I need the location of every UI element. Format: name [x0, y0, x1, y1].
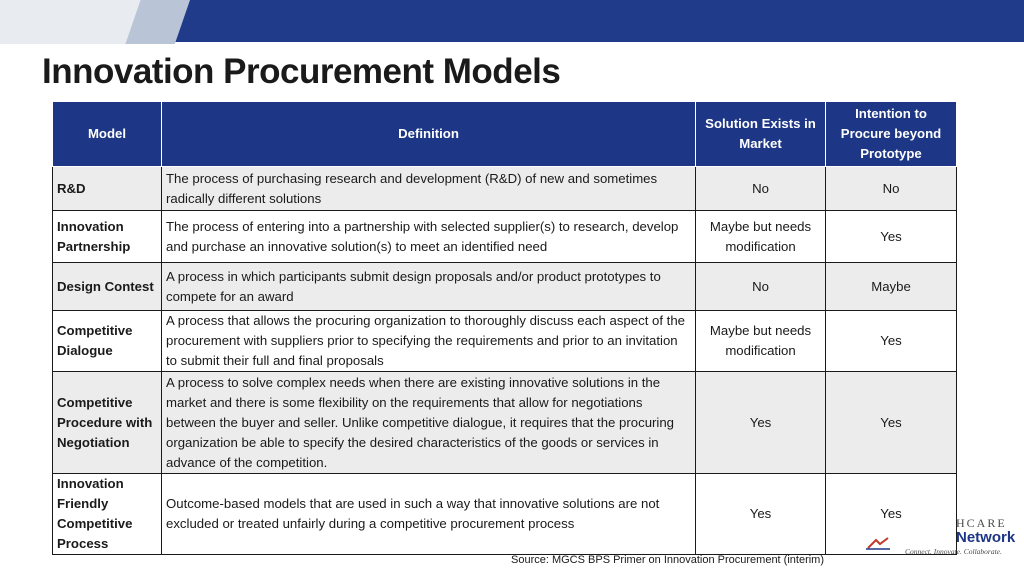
- top-banner: [0, 0, 1024, 44]
- logo-name: Network: [956, 529, 1016, 546]
- network-logo: [900, 512, 1024, 562]
- header-definition: Definition: [162, 102, 696, 167]
- table-row: [53, 211, 957, 263]
- logo-top-text: HCARE: [956, 516, 1007, 530]
- logo-mark-icon: [866, 536, 890, 550]
- definition-cell: The process of entering into a partnership with selected supplier(s) to research, develop and purchase an innovative solution(s) to meet an identified need: [162, 211, 696, 263]
- slide-title: Innovation Procurement Models: [42, 52, 561, 91]
- intention-cell: No: [826, 167, 957, 211]
- table-row: [53, 311, 957, 372]
- model-cell: Competitive Procedure with Negotiation: [53, 372, 162, 474]
- header-intention: Intention to Procure beyond Prototype: [826, 102, 957, 167]
- source-note: Source: MGCS BPS Primer on Innovation Procurement (interim): [511, 554, 825, 566]
- definition-cell: A process that allows the procuring organization to thoroughly discuss each aspect of the procurement with suppliers prior to specifying the requirements and prior to an invitation to submit their full and final proposals: [162, 311, 696, 372]
- header-model: Model: [53, 102, 162, 167]
- table-row: [53, 474, 957, 555]
- definition-cell: Outcome-based models that are used in such a way that innovative solutions are not excluded or treated unfairly during a competitive procurement process: [162, 474, 696, 555]
- model-cell: R&D: [53, 167, 162, 211]
- model-cell: Innovation Friendly Competitive Process: [53, 474, 162, 555]
- definition-cell: The process of purchasing research and development (R&D) of new and sometimes radically different solutions: [162, 167, 696, 211]
- table-row: [53, 263, 957, 311]
- model-cell: Innovation Partnership: [53, 211, 162, 263]
- table-row: [53, 167, 957, 211]
- table-row: [53, 372, 957, 474]
- intention-cell: Yes: [826, 211, 957, 263]
- solution-exists-cell: Yes: [696, 372, 826, 474]
- intention-cell: Maybe: [826, 263, 957, 311]
- solution-exists-cell: Yes: [696, 474, 826, 555]
- solution-exists-cell: No: [696, 263, 826, 311]
- procurement-models-table: [52, 101, 957, 555]
- solution-exists-cell: Maybe but needs modification: [696, 211, 826, 263]
- table-header-row: [53, 102, 957, 167]
- definition-cell: A process in which participants submit design proposals and/or product prototypes to compete for an award: [162, 263, 696, 311]
- model-cell: Design Contest: [53, 263, 162, 311]
- intention-cell: Yes: [826, 372, 957, 474]
- header-solution-exists: Solution Exists in Market: [696, 102, 826, 167]
- solution-exists-cell: Maybe but needs modification: [696, 311, 826, 372]
- intention-cell: Yes: [826, 311, 957, 372]
- model-cell: Competitive Dialogue: [53, 311, 162, 372]
- logo-tagline: Connect. Innovate. Collaborate.: [905, 547, 1002, 556]
- solution-exists-cell: No: [696, 167, 826, 211]
- intention-cell: Yes: [826, 474, 957, 555]
- definition-cell: A process to solve complex needs when there are existing innovative solutions in the market and there is some flexibility on the requirements that allow for negotiations between the buyer and seller. Unlike competitive dialogue, it requires that the procuring organization be able to specify the desired characteristics of the goods or services in advance of the competition.: [162, 372, 696, 474]
